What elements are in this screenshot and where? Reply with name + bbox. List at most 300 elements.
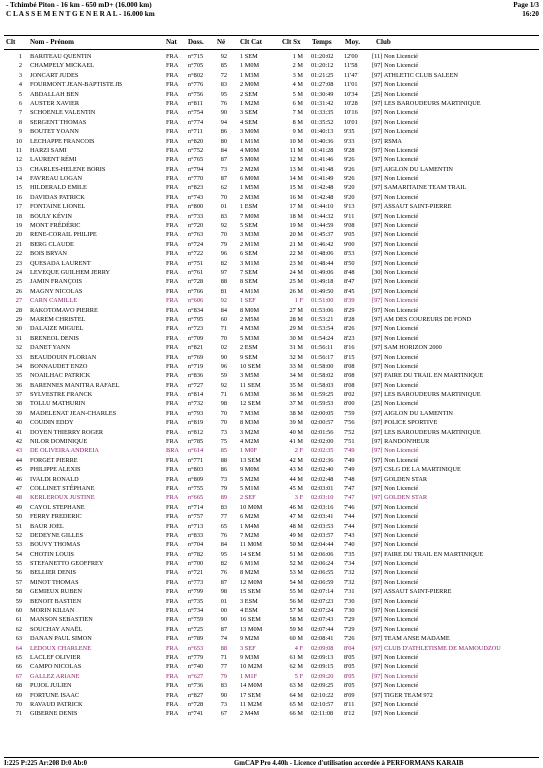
cell-bib: n°811 xyxy=(188,99,203,107)
cell-name: BONNAUDET ENZO xyxy=(30,362,88,370)
cell-time: 01:41:48 xyxy=(311,165,334,173)
cell-cat-rank: 9 SEM xyxy=(240,353,258,361)
table-row xyxy=(0,428,543,437)
cell-cat-rank: 2 M4M xyxy=(240,710,260,718)
cell-pace: 7'31 xyxy=(344,588,355,596)
cell-nat: FRA xyxy=(166,466,179,474)
cell-name: JONCART JUDES xyxy=(30,71,79,79)
cell-nat: FRA xyxy=(166,644,179,652)
table-row xyxy=(0,700,543,709)
cell-pace: 8'05 xyxy=(344,663,355,671)
cell-nat: FRA xyxy=(166,240,179,248)
cell-nat: FRA xyxy=(166,146,179,154)
cell-birth-year: 60 xyxy=(220,315,227,323)
cell-cat-rank: 1 M2M xyxy=(240,99,260,107)
cell-name: NOAILHAC PATRICK xyxy=(30,372,91,380)
cell-birth-year: 79 xyxy=(220,484,227,492)
cell-rank: 7 xyxy=(18,109,22,117)
cell-nat: FRA xyxy=(166,381,179,389)
cell-bib: n°711 xyxy=(188,128,203,136)
cell-rank: 50 xyxy=(15,513,22,521)
cell-birth-year: 76 xyxy=(220,531,227,539)
cell-time: 01:35:52 xyxy=(311,118,334,126)
cell-birth-year: 90 xyxy=(220,691,227,699)
cell-name: MANSON SEBASTIEN xyxy=(30,616,93,624)
cell-bib: n°720 xyxy=(188,222,204,230)
cell-bib: n°755 xyxy=(188,484,204,492)
cell-time: 02:06:24 xyxy=(311,560,334,568)
cell-sex-rank: 27 M xyxy=(289,306,303,314)
cell-pace: 8'00 xyxy=(344,400,355,408)
cell-pace: 7'49 xyxy=(344,466,355,474)
cell-birth-year: 86 xyxy=(220,466,227,474)
cell-rank: 36 xyxy=(15,381,22,389)
cell-time: 01:30:49 xyxy=(311,90,334,98)
cell-name: LACLEF OLIVIER xyxy=(30,654,81,661)
cell-time: 02:09:15 xyxy=(311,663,334,671)
cell-nat: FRA xyxy=(166,588,179,596)
cell-rank: 47 xyxy=(15,484,22,492)
cell-nat: FRA xyxy=(166,128,179,136)
cell-club: [30] Non Licencié xyxy=(372,268,419,276)
cell-name: BARENNES MANITRA RAFAEL xyxy=(30,381,120,389)
cell-pace: 9'11 xyxy=(344,212,355,220)
cell-time: 01:44:32 xyxy=(311,212,334,220)
cell-bib: n°776 xyxy=(188,81,204,89)
cell-nat: FRA xyxy=(166,53,179,60)
cell-name: LEDOUX CHARLENE xyxy=(30,644,92,652)
table-row xyxy=(0,531,543,540)
cell-name: DE OLIVEIRA ANDREIA xyxy=(30,447,99,455)
cell-bib: n°606 xyxy=(188,297,204,305)
cell-nat: FRA xyxy=(166,297,179,305)
cell-time: 02:08:41 xyxy=(311,635,334,643)
cell-nat: FRA xyxy=(166,353,179,361)
cell-time: 02:06:55 xyxy=(311,569,334,577)
cell-pace: 11'01 xyxy=(344,81,358,89)
cell-name: FOURMONT JEAN-BAPTISTE JB xyxy=(30,81,122,89)
cell-cat-rank: 9 M0M xyxy=(240,466,260,474)
cell-pace: 8'05 xyxy=(344,682,355,690)
cell-bib: n°700 xyxy=(188,560,204,568)
cell-birth-year: 83 xyxy=(220,212,227,220)
cell-sex-rank: 20 M xyxy=(289,231,303,239)
cell-bib: n°665 xyxy=(188,494,204,502)
cell-name: LEVEQUE GUILHEM JERRY xyxy=(30,268,111,276)
cell-club: [97] Non Licencié xyxy=(372,222,419,230)
cell-pace: 8'05 xyxy=(344,672,355,680)
cell-cat-rank: 7 M0M xyxy=(240,212,260,220)
cell-time: 02:06:59 xyxy=(311,578,334,586)
cell-birth-year: 87 xyxy=(220,156,227,164)
cell-birth-year: 79 xyxy=(220,240,227,248)
cell-pace: 8'50 xyxy=(344,259,355,267)
cell-birth-year: 65 xyxy=(220,522,227,530)
cell-bib: n°763 xyxy=(188,231,204,239)
cell-sex-rank: 22 M xyxy=(289,250,303,258)
cell-time: 01:49:50 xyxy=(311,287,334,295)
cell-nat: FRA xyxy=(166,175,179,183)
cell-sex-rank: 5 M xyxy=(292,90,303,98)
cell-rank: 18 xyxy=(15,212,22,220)
cell-birth-year: 95 xyxy=(220,90,227,98)
table-row xyxy=(0,212,543,221)
cell-name: DEDEYNE GILLES xyxy=(30,531,83,539)
cell-nat: FRA xyxy=(166,334,179,342)
cell-rank: 32 xyxy=(15,344,22,352)
cell-bib: n°719 xyxy=(188,362,204,370)
table-row xyxy=(0,137,543,146)
cell-nat: FRA xyxy=(166,325,179,333)
table-row xyxy=(0,634,543,643)
cell-club: [97] Non Licencié xyxy=(372,522,419,530)
cell-club: [97] Non Licencié xyxy=(372,62,419,70)
cell-pace: 8'26 xyxy=(344,325,355,333)
cell-nat: FRA xyxy=(166,456,179,464)
cell-nat: FRA xyxy=(166,419,179,427)
cell-nat: BRA xyxy=(166,447,179,455)
cell-birth-year: 67 xyxy=(220,710,227,718)
cell-pace: 7'47 xyxy=(344,484,355,492)
cell-club: [97] Non Licencié xyxy=(372,362,419,370)
cell-birth-year: 96 xyxy=(220,250,227,258)
cell-name: BEAUDOUIN FLORIAN xyxy=(30,353,97,361)
cell-name: DANET YANN xyxy=(30,344,71,352)
cell-birth-year: 71 xyxy=(220,654,227,661)
cell-sex-rank: 5 F xyxy=(294,672,303,680)
cell-pace: 9'26 xyxy=(344,156,355,164)
cell-nat: FRA xyxy=(166,250,179,258)
table-row xyxy=(0,80,543,89)
cell-nat: FRA xyxy=(166,344,179,352)
cell-time: 02:02:40 xyxy=(311,466,334,474)
cell-nat: FRA xyxy=(166,560,179,568)
cell-name: CAMPO NICOLAS xyxy=(30,663,82,671)
cell-rank: 54 xyxy=(15,550,22,558)
cell-nat: FRA xyxy=(166,306,179,314)
cell-sex-rank: 24 M xyxy=(289,268,303,276)
cell-bib: n°834 xyxy=(188,306,204,314)
cell-club: [97] Non Licencié xyxy=(372,240,419,248)
cell-cat-rank: 5 M3M xyxy=(240,334,260,342)
cell-time: 01:59:25 xyxy=(311,391,334,399)
cell-club: [97] Non Licencié xyxy=(372,607,419,615)
cell-nat: FRA xyxy=(166,99,179,107)
cell-cat-rank: 13 SEM xyxy=(240,456,261,464)
cell-name: FORGET PIERRE xyxy=(30,456,78,464)
cell-time: 02:04:44 xyxy=(311,541,334,549)
cell-time: 02:10:22 xyxy=(311,691,334,699)
cell-sex-rank: 63 M xyxy=(289,682,303,690)
cell-bib: n°725 xyxy=(188,625,204,633)
cell-pace: 9'13 xyxy=(344,203,355,211)
cell-birth-year: 97 xyxy=(220,268,227,276)
cell-pace: 7'30 xyxy=(344,597,355,605)
cell-time: 01:40:13 xyxy=(311,128,334,136)
cell-birth-year: 73 xyxy=(220,475,227,483)
cell-birth-year: 71 xyxy=(220,325,227,333)
cell-cat-rank: 2 ESM xyxy=(240,344,258,352)
cell-sex-rank: 4 F xyxy=(294,644,303,652)
cell-pace: 7'51 xyxy=(344,438,355,446)
cell-time: 02:03:57 xyxy=(311,531,334,539)
cell-cat-rank: 11 M2M xyxy=(240,700,262,708)
table-row xyxy=(0,99,543,108)
cell-sex-rank: 53 M xyxy=(289,569,303,577)
cell-club: [97] Non Licencié xyxy=(372,654,419,661)
cell-nat: FRA xyxy=(166,475,179,483)
cell-birth-year: 83 xyxy=(220,503,227,511)
cell-cat-rank: 4 ESM xyxy=(240,607,258,615)
cell-name: DANAN PAUL SIMON xyxy=(30,635,92,643)
table-row xyxy=(0,183,543,192)
cell-sex-rank: 6 M xyxy=(292,99,303,107)
cell-cat-rank: 3 M5M xyxy=(240,372,260,380)
cell-birth-year: 71 xyxy=(220,391,227,399)
cell-sex-rank: 12 M xyxy=(289,156,303,164)
cell-nat: FRA xyxy=(166,438,179,446)
col-sx: Clt Sx xyxy=(282,38,301,46)
cell-rank: 59 xyxy=(15,597,22,605)
cell-pace: 7'49 xyxy=(344,447,355,455)
cell-name: LECHAPPE FRANCOIS xyxy=(30,137,95,145)
cell-bib: n°800 xyxy=(188,203,204,211)
table-row xyxy=(0,343,543,352)
cell-bib: n°757 xyxy=(188,513,204,521)
cell-sex-rank: 29 M xyxy=(289,325,303,333)
cell-sex-rank: 57 M xyxy=(289,607,303,615)
cell-rank: 53 xyxy=(15,541,22,549)
table-row xyxy=(0,334,543,343)
cell-name: TOLLU MATHURIN xyxy=(30,400,86,408)
cell-name: RAVAUD PATRICK xyxy=(30,700,83,708)
cell-nat: FRA xyxy=(166,231,179,239)
cell-name: BOULY KÉVIN xyxy=(30,212,72,220)
cell-rank: 57 xyxy=(15,578,22,586)
table-row xyxy=(0,174,543,183)
cell-rank: 29 xyxy=(15,315,22,323)
cell-birth-year: 73 xyxy=(220,700,227,708)
cell-birth-year: 77 xyxy=(220,663,227,671)
cell-sex-rank: 13 M xyxy=(289,165,303,173)
cell-name: RAKOTOMAVO PIERRE xyxy=(30,306,98,314)
cell-club: [97] Non Licencié xyxy=(372,569,419,577)
cell-birth-year: 84 xyxy=(220,541,227,549)
cell-club: [97] AIGLON DU LAMENTIN xyxy=(372,409,453,417)
table-row xyxy=(0,587,543,596)
table-row xyxy=(0,240,543,249)
cell-nat: FRA xyxy=(166,522,179,530)
cell-rank: 61 xyxy=(15,616,22,624)
cell-name: MAREM CHRISTEL xyxy=(30,315,86,323)
cell-cat-rank: 4 SEM xyxy=(240,118,258,126)
cell-club: [97] Non Licencié xyxy=(372,193,419,201)
cell-rank: 63 xyxy=(15,635,22,643)
cell-birth-year: 88 xyxy=(220,278,227,286)
cell-pace: 9'26 xyxy=(344,165,355,173)
cell-sex-rank: 8 M xyxy=(292,118,303,126)
table-row xyxy=(0,418,543,427)
cell-bib: n°769 xyxy=(188,353,204,361)
cell-sex-rank: 58 M xyxy=(289,616,303,624)
cell-sex-rank: 59 M xyxy=(289,625,303,633)
cell-bib: n°803 xyxy=(188,466,204,474)
cell-time: 01:45:37 xyxy=(311,231,334,239)
col-moy: Moy. xyxy=(345,38,360,46)
cell-name: DAVIDAS PATRICK xyxy=(30,193,85,201)
columns-rule xyxy=(4,49,539,50)
cell-cat-rank: 1 ESM xyxy=(240,203,258,211)
cell-club: [97] ASSAUT SAINT-PIERRE xyxy=(372,588,452,596)
table-row xyxy=(0,568,543,577)
cell-nat: FRA xyxy=(166,484,179,492)
cell-birth-year: 70 xyxy=(220,334,227,342)
cell-bib: n°823 xyxy=(188,184,204,192)
cell-bib: n°756 xyxy=(188,90,204,98)
cell-nat: FRA xyxy=(166,203,179,211)
cell-nat: FRA xyxy=(166,672,179,680)
footer-rule xyxy=(4,757,539,758)
cell-rank: 45 xyxy=(15,466,22,474)
cell-sex-rank: 39 M xyxy=(289,419,303,427)
cell-bib: n°802 xyxy=(188,71,204,79)
page-number: Page 1/3 xyxy=(513,1,539,9)
cell-sex-rank: 16 M xyxy=(289,193,303,201)
cell-birth-year: 01 xyxy=(220,203,227,211)
cell-name: GEMIEUX RUBEN xyxy=(30,588,82,596)
cell-bib: n°736 xyxy=(188,682,204,690)
cell-nat: FRA xyxy=(166,391,179,399)
cell-time: 01:59:53 xyxy=(311,400,334,408)
cell-cat-rank: 15 SEM xyxy=(240,588,261,596)
cell-bib: n°733 xyxy=(188,212,204,220)
cell-club: [97] FAIRE DU TRAIL EN MARTINIQUE xyxy=(372,550,484,558)
table-row xyxy=(0,230,543,239)
cell-sex-rank: 40 M xyxy=(289,428,303,436)
cell-nat: FRA xyxy=(166,503,179,511)
cell-time: 01:54:24 xyxy=(311,334,334,342)
cell-bib: n°727 xyxy=(188,381,204,389)
cell-birth-year: 73 xyxy=(220,165,227,173)
cell-cat-rank: 13 M0M xyxy=(240,625,263,633)
cell-name: HARZI SAMI xyxy=(30,146,67,154)
cell-bib: n°728 xyxy=(188,700,204,708)
cell-sex-rank: 28 M xyxy=(289,315,303,323)
table-row xyxy=(0,390,543,399)
cell-name: SOUCHAY ANAËL xyxy=(30,625,83,633)
cell-name: NILOR DOMINIQUE xyxy=(30,438,88,446)
cell-cat-rank: 3 M2M xyxy=(240,428,260,436)
cell-club: [97] Non Licencié xyxy=(372,118,419,126)
cell-club: [97] Non Licencié xyxy=(372,578,419,586)
table-row xyxy=(0,259,543,268)
cell-time: 01:41:46 xyxy=(311,156,334,164)
cell-nat: FRA xyxy=(166,654,179,661)
cell-birth-year: 84 xyxy=(220,306,227,314)
cell-nat: FRA xyxy=(166,156,179,164)
cell-time: 01:58:02 xyxy=(311,372,334,380)
cell-pace: 9'20 xyxy=(344,193,355,201)
cell-sex-rank: 37 M xyxy=(289,400,303,408)
cell-club: [97] Non Licencié xyxy=(372,560,419,568)
cell-rank: 26 xyxy=(15,287,22,295)
cell-name: COLLINET STÉPHANE xyxy=(30,484,95,492)
cell-pace: 8'08 xyxy=(344,381,355,389)
table-row xyxy=(0,362,543,371)
cell-bib: n°819 xyxy=(188,419,204,427)
table-row xyxy=(0,71,543,80)
cell-sex-rank: 42 M xyxy=(289,456,303,464)
cell-name: FERRY FREDERIC xyxy=(30,513,82,521)
cell-cat-rank: 7 M2M xyxy=(240,531,260,539)
cell-birth-year: 92 xyxy=(220,222,227,230)
cell-rank: 70 xyxy=(15,700,22,708)
cell-name: PUJOL JULIEN xyxy=(30,682,72,690)
cell-time: 01:21:25 xyxy=(311,71,334,79)
cell-club: [97] LES BAROUDEURS MARTINIQUE xyxy=(372,428,481,436)
cell-club: [97] Non Licencié xyxy=(372,381,419,389)
cell-birth-year: 84 xyxy=(220,146,227,154)
cell-birth-year: 62 xyxy=(220,184,227,192)
cell-rank: 15 xyxy=(15,184,22,192)
cell-birth-year: 98 xyxy=(220,400,227,408)
cell-nat: FRA xyxy=(166,663,179,671)
cell-rank: 20 xyxy=(15,231,22,239)
cell-cat-rank: 1 M0F xyxy=(240,447,257,455)
cell-pace: 7'30 xyxy=(344,607,355,615)
cell-time: 01:42:48 xyxy=(311,184,334,192)
cell-time: 01:41:28 xyxy=(311,146,334,154)
cell-club: [97] Non Licencié xyxy=(372,447,419,455)
cell-bib: n°722 xyxy=(188,250,204,258)
cell-cat-rank: 6 M3M xyxy=(240,391,260,399)
col-nat: Nat xyxy=(166,38,177,46)
cell-nat: FRA xyxy=(166,513,179,521)
cell-name: CAYOL STEPHANE xyxy=(30,503,85,511)
cell-club: [97] Non Licencié xyxy=(372,212,419,220)
cell-rank: 3 xyxy=(18,71,22,79)
cell-birth-year: 90 xyxy=(220,616,227,624)
col-nom: Nom - Prénom xyxy=(30,38,74,46)
cell-club: [97] LES BAROUDEURS MARTINIQUE xyxy=(372,99,481,107)
cell-bib: n°820 xyxy=(188,137,204,145)
cell-name: MINOT THOMAS xyxy=(30,578,79,586)
cell-cat-rank: 5 M1M xyxy=(240,484,260,492)
cell-pace: 7'47 xyxy=(344,494,355,502)
cell-cat-rank: 3 SEM xyxy=(240,109,258,117)
cell-nat: FRA xyxy=(166,362,179,370)
cell-club: [97] Non Licencié xyxy=(372,128,419,136)
cell-sex-rank: 64 M xyxy=(289,691,303,699)
cell-name: HILDERALD EMILE xyxy=(30,184,87,192)
cell-cat-rank: 4 M1M xyxy=(240,287,260,295)
cell-bib: n°799 xyxy=(188,588,204,596)
cell-time: 02:03:01 xyxy=(311,484,334,492)
cell-cat-rank: 5 SEM xyxy=(240,222,258,230)
cell-rank: 9 xyxy=(18,128,22,136)
cell-pace: 8'29 xyxy=(344,306,355,314)
cell-birth-year: 92 xyxy=(220,297,227,305)
table-row xyxy=(0,653,543,662)
cell-name: GIBERNE DENIS xyxy=(30,710,78,718)
cell-time: 02:07:24 xyxy=(311,607,334,615)
cell-rank: 69 xyxy=(15,691,22,699)
cell-rank: 11 xyxy=(15,146,22,154)
cell-bib: n°653 xyxy=(188,644,204,652)
table-row xyxy=(0,221,543,230)
cell-pace: 7'26 xyxy=(344,635,355,643)
cell-club: [97] ATHLETIC CLUB SALEEN xyxy=(372,71,458,79)
